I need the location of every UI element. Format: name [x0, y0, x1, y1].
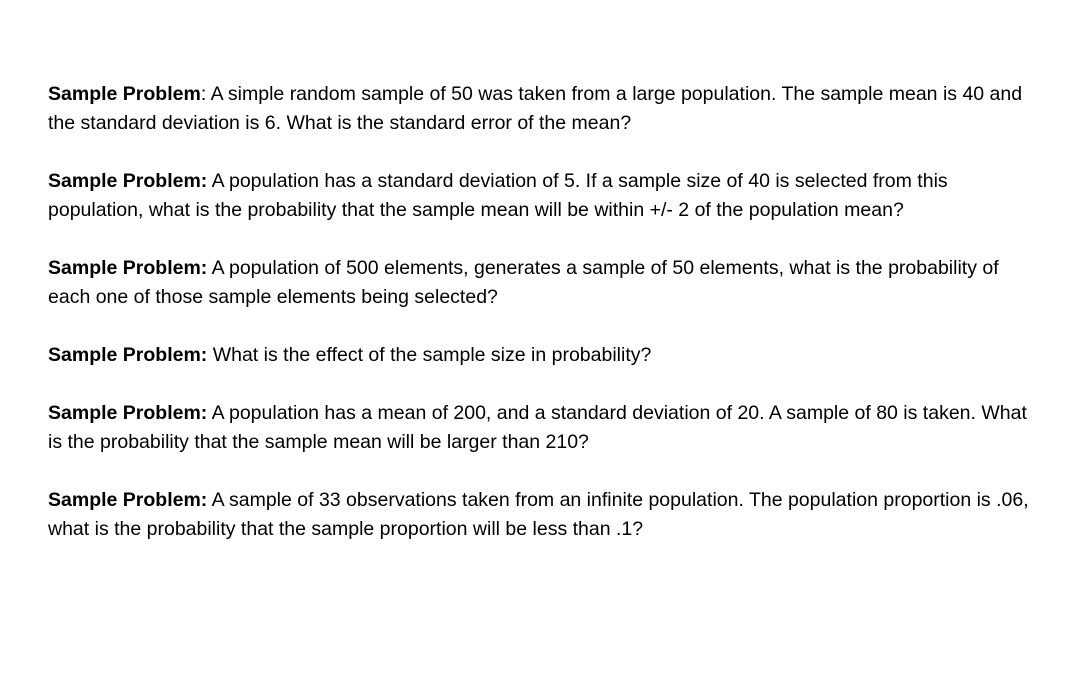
problem-text: A population of 500 elements, generates a sample of 50 elements, what is the probability of each one of those sample elements being selected?: [48, 257, 999, 308]
sample-problem-6: [48, 486, 1038, 544]
document-body: [48, 80, 1038, 544]
sample-problem-5: [48, 399, 1038, 457]
problem-text: A simple random sample of 50 was taken from a large population. The sample mean is 40 and the standard deviation is 6. What is the standard error of the mean?: [48, 83, 1023, 134]
problem-text: What is the effect of the sample size in probability?: [207, 344, 652, 366]
sample-problem-3: [48, 254, 1038, 312]
problem-label-colon: :: [200, 83, 207, 105]
problem-label: Sample Problem:: [48, 489, 208, 511]
problem-label: Sample Problem: [48, 83, 201, 105]
sample-problem-1: [48, 80, 1038, 138]
problem-text: A sample of 33 observations taken from an infinite population. The population proportion is .06, what is the probability that the sample proportion will be less than .1?: [48, 489, 1029, 540]
sample-problem-2: [48, 167, 1038, 225]
problem-label: Sample Problem:: [48, 170, 208, 192]
problem-label: Sample Problem:: [48, 257, 208, 279]
problem-label: Sample Problem:: [48, 344, 208, 366]
problem-text: A population has a mean of 200, and a standard deviation of 20. A sample of 80 is taken. What is the probability that the sample mean will be larger than 210?: [48, 402, 1027, 453]
problem-text: A population has a standard deviation of 5. If a sample size of 40 is selected from this population, what is the probability that the sample mean will be within +/- 2 of the population mean?: [48, 170, 948, 221]
problem-label: Sample Problem:: [48, 402, 208, 424]
sample-problem-4: [48, 341, 1038, 370]
